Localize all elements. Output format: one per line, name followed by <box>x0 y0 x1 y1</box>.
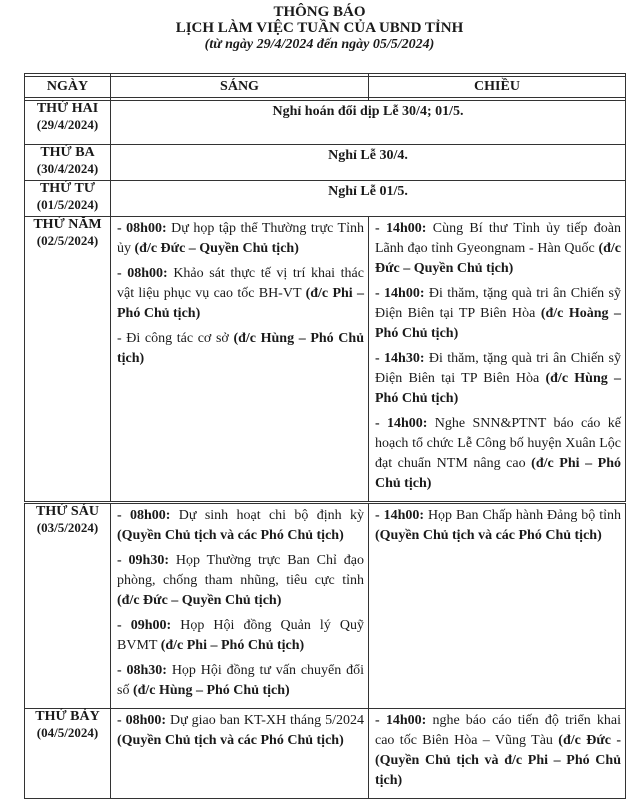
item-text: Họp Hội đồng Quản lý Quỹ BVMT <box>117 618 364 653</box>
col-header-day <box>25 74 111 101</box>
day-date: (03/5/2024) <box>36 520 99 535</box>
holiday-note: Nghỉ Lễ 01/5. <box>111 181 626 217</box>
schedule-item <box>375 219 621 279</box>
table-header-row <box>25 74 626 101</box>
schedule-item <box>117 506 364 546</box>
item-text: Khảo sát thực tế vị trí khai thác vật liệu phục vụ cao tốc BH-VT <box>117 266 364 301</box>
item-time: - 09h30: <box>117 553 169 568</box>
schedule-item <box>117 616 364 656</box>
item-text: nghe báo cáo tiến độ triển khai cao tốc Biên Hòa – Vũng Tàu <box>375 713 621 748</box>
table-row <box>25 101 626 145</box>
col-header-afternoon <box>369 74 626 101</box>
item-text: Họp Hội đồng tư vấn chuyển đổi số <box>117 663 364 698</box>
schedule-table <box>24 73 626 799</box>
item-time: - 14h00: <box>375 416 428 431</box>
item-text: Dự họp tập thể Thường trực Tỉnh ủy <box>117 221 364 256</box>
item-text: Dự sinh hoạt chi bộ định kỳ <box>170 508 364 523</box>
table-row <box>25 145 626 181</box>
item-attendee: (đ/c Hùng – Phó Chủ tịch) <box>375 371 621 406</box>
item-time: - 14h00: <box>375 508 425 523</box>
morning-cell <box>111 709 369 799</box>
schedule-item <box>117 661 364 701</box>
day-name: THỨ NĂM <box>33 217 102 232</box>
day-cell <box>25 145 111 181</box>
morning-cell <box>111 503 369 709</box>
schedule-item <box>375 711 621 791</box>
day-cell <box>25 101 111 145</box>
day-name: THỨ HAI <box>36 101 99 116</box>
schedule-item <box>375 506 621 546</box>
day-cell <box>25 503 111 709</box>
item-attendee: (đ/c Hoàng – Phó Chủ tịch) <box>375 306 622 341</box>
item-text: - Đi công tác cơ sở <box>117 331 234 346</box>
item-text: Đi thăm, tặng quà tri ân Chiến sỹ Điện Biên tại TP Biên Hòa <box>375 351 621 386</box>
schedule-item <box>375 414 621 494</box>
item-text: Cùng Bí thư Tỉnh ủy tiếp đoàn Lãnh đạo tỉnh Gyeongnam - Hàn Quốc <box>375 221 621 256</box>
day-cell <box>25 181 111 217</box>
schedule-body <box>25 101 626 799</box>
item-time: - 08h00: <box>117 266 168 281</box>
item-attendee: (đ/c Đức – Quyền Chủ tịch) <box>375 241 621 276</box>
afternoon-cell <box>369 503 626 709</box>
notice-header <box>0 0 639 53</box>
schedule-item <box>375 349 621 409</box>
item-attendee: (đ/c Đức - (Quyền Chủ tịch và đ/c Phi – Phó Chủ tịch) <box>375 733 621 788</box>
day-date: (29/4/2024) <box>36 117 99 132</box>
item-attendee: (Quyền Chủ tịch và các Phó Chủ tịch) <box>375 528 602 543</box>
item-attendee: (đ/c Hùng – Phó Chủ tịch) <box>132 683 290 698</box>
item-text: Họp Ban Chấp hành Đảng bộ tỉnh <box>424 508 621 523</box>
schedule-item <box>117 711 364 751</box>
item-time: - 08h00: <box>117 713 167 728</box>
afternoon-cell <box>369 217 626 503</box>
col-header-day-label: NGÀY <box>25 76 110 98</box>
notice-title: THÔNG BÁO <box>273 4 366 20</box>
schedule-item <box>117 219 364 259</box>
day-date: (30/4/2024) <box>36 161 99 176</box>
item-time: - 14h00: <box>375 713 427 728</box>
day-name: THỨ SÁU <box>36 504 99 519</box>
day-cell <box>25 709 111 799</box>
item-time: - 14h30: <box>375 351 425 366</box>
table-row <box>25 181 626 217</box>
table-row <box>25 503 626 709</box>
holiday-note: Nghỉ hoán đổi dịp Lễ 30/4; 01/5. <box>111 101 626 145</box>
day-cell <box>25 217 111 503</box>
item-time: - 14h00: <box>375 221 427 236</box>
item-time: - 09h00: <box>117 618 172 633</box>
day-name: THỨ BA <box>40 145 95 160</box>
holiday-note: Nghỉ Lễ 30/4. <box>111 145 626 181</box>
item-attendee: (đ/c Phi – Phó Chủ tịch) <box>375 456 621 491</box>
notice-subtitle: LỊCH LÀM VIỆC TUẦN CỦA UBND TỈNH <box>175 20 464 36</box>
col-header-afternoon-label: CHIỀU <box>369 76 625 98</box>
item-attendee: (đ/c Phi – Phó Chủ tịch) <box>160 638 305 653</box>
item-text: Dự giao ban KT-XH tháng 5/2024 <box>166 713 364 728</box>
item-attendee: (đ/c Đức – Quyền Chủ tịch) <box>134 241 299 256</box>
item-time: - 08h00: <box>117 508 171 523</box>
day-date: (04/5/2024) <box>36 725 99 740</box>
item-time: - 08h30: <box>117 663 167 678</box>
table-row <box>25 709 626 799</box>
item-text: Nghe SNN&PTNT báo cáo kế hoạch tổ chức Lễ Công bố huyện Xuân Lộc đạt chuẩn NTM nâng cao <box>375 416 621 471</box>
day-name: THỨ TƯ <box>39 181 96 196</box>
day-name: THỨ BẢY <box>35 709 100 724</box>
schedule-item <box>117 551 364 611</box>
day-date: (01/5/2024) <box>36 197 99 212</box>
col-header-morning <box>111 74 369 101</box>
schedule-item <box>117 264 364 324</box>
item-text: Họp Thường trực Ban Chỉ đạo phòng, chống tham nhũng, tiêu cực tỉnh <box>117 553 364 588</box>
schedule-item <box>117 329 364 369</box>
item-attendee: (đ/c Đức – Quyền Chủ tịch) <box>117 593 282 608</box>
col-header-morning-label: SÁNG <box>111 76 368 98</box>
item-attendee: (Quyền Chủ tịch và các Phó Chủ tịch) <box>117 733 344 748</box>
item-attendee: (đ/c Hùng – Phó Chủ tịch) <box>117 331 364 366</box>
item-attendee: (đ/c Phi – Phó Chủ tịch) <box>117 286 364 321</box>
item-time: - 08h00: <box>117 221 167 236</box>
schedule-item <box>375 284 621 344</box>
table-row <box>25 217 626 503</box>
day-date: (02/5/2024) <box>36 233 99 248</box>
morning-cell <box>111 217 369 503</box>
afternoon-cell <box>369 709 626 799</box>
item-text: Đi thăm, tặng quà tri ân Chiến sỹ Điện Biên tại TP Biên Hòa <box>375 286 621 321</box>
item-time: - 14h00: <box>375 286 425 301</box>
item-attendee: (Quyền Chủ tịch và các Phó Chủ tịch) <box>117 528 344 543</box>
notice-date-range: (từ ngày 29/4/2024 đến ngày 05/5/2024) <box>204 37 435 52</box>
